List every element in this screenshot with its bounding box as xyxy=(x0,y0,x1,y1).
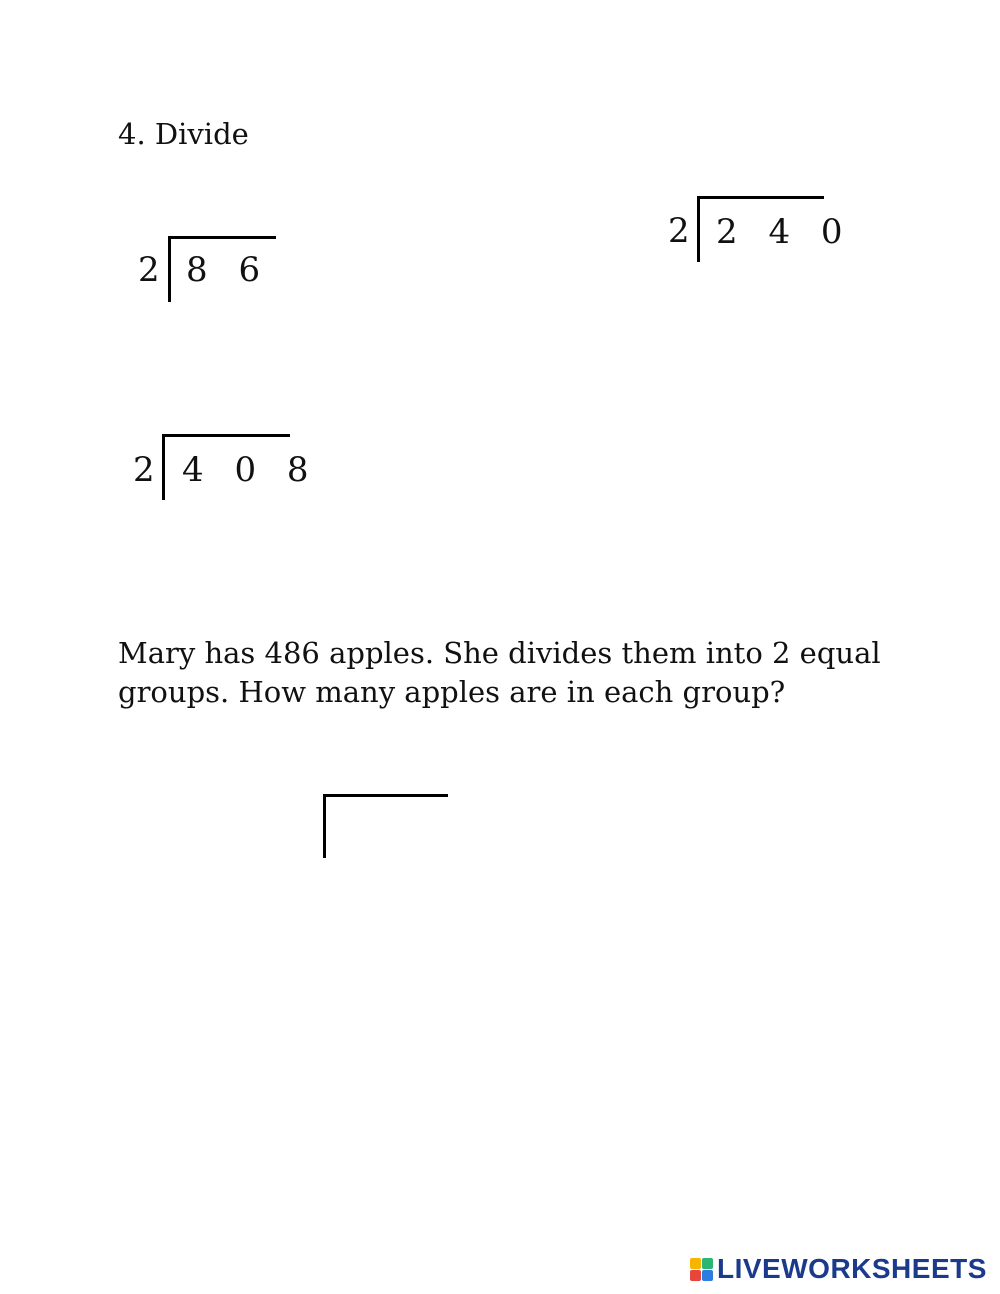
answer-division-bracket[interactable] xyxy=(323,794,448,858)
dividend-input[interactable]: 8 6 xyxy=(186,250,271,290)
logo-wordmark: LIVEWORKSHEETS xyxy=(717,1253,987,1284)
logo-mark-icon xyxy=(690,1258,713,1281)
divisor: 2 xyxy=(668,211,690,251)
section-heading: 4. Divide xyxy=(118,117,249,151)
dividend-input[interactable]: 2 4 0 xyxy=(716,212,853,252)
logo-square-red xyxy=(690,1270,701,1281)
division-problem-1 xyxy=(136,236,336,306)
word-problem-text: Mary has 486 apples. She divides them into 2 equal groups. How many apples are in each group? xyxy=(118,636,881,709)
divisor: 2 xyxy=(133,450,155,490)
logo-square-green xyxy=(702,1258,713,1269)
logo-square-yellow xyxy=(690,1258,701,1269)
division-problem-3 xyxy=(132,434,332,504)
divisor: 2 xyxy=(138,250,160,290)
dividend-input[interactable]: 4 0 8 xyxy=(182,450,319,490)
logo-square-blue xyxy=(702,1270,713,1281)
liveworksheets-logo xyxy=(690,1254,987,1284)
division-problem-2 xyxy=(666,196,866,266)
